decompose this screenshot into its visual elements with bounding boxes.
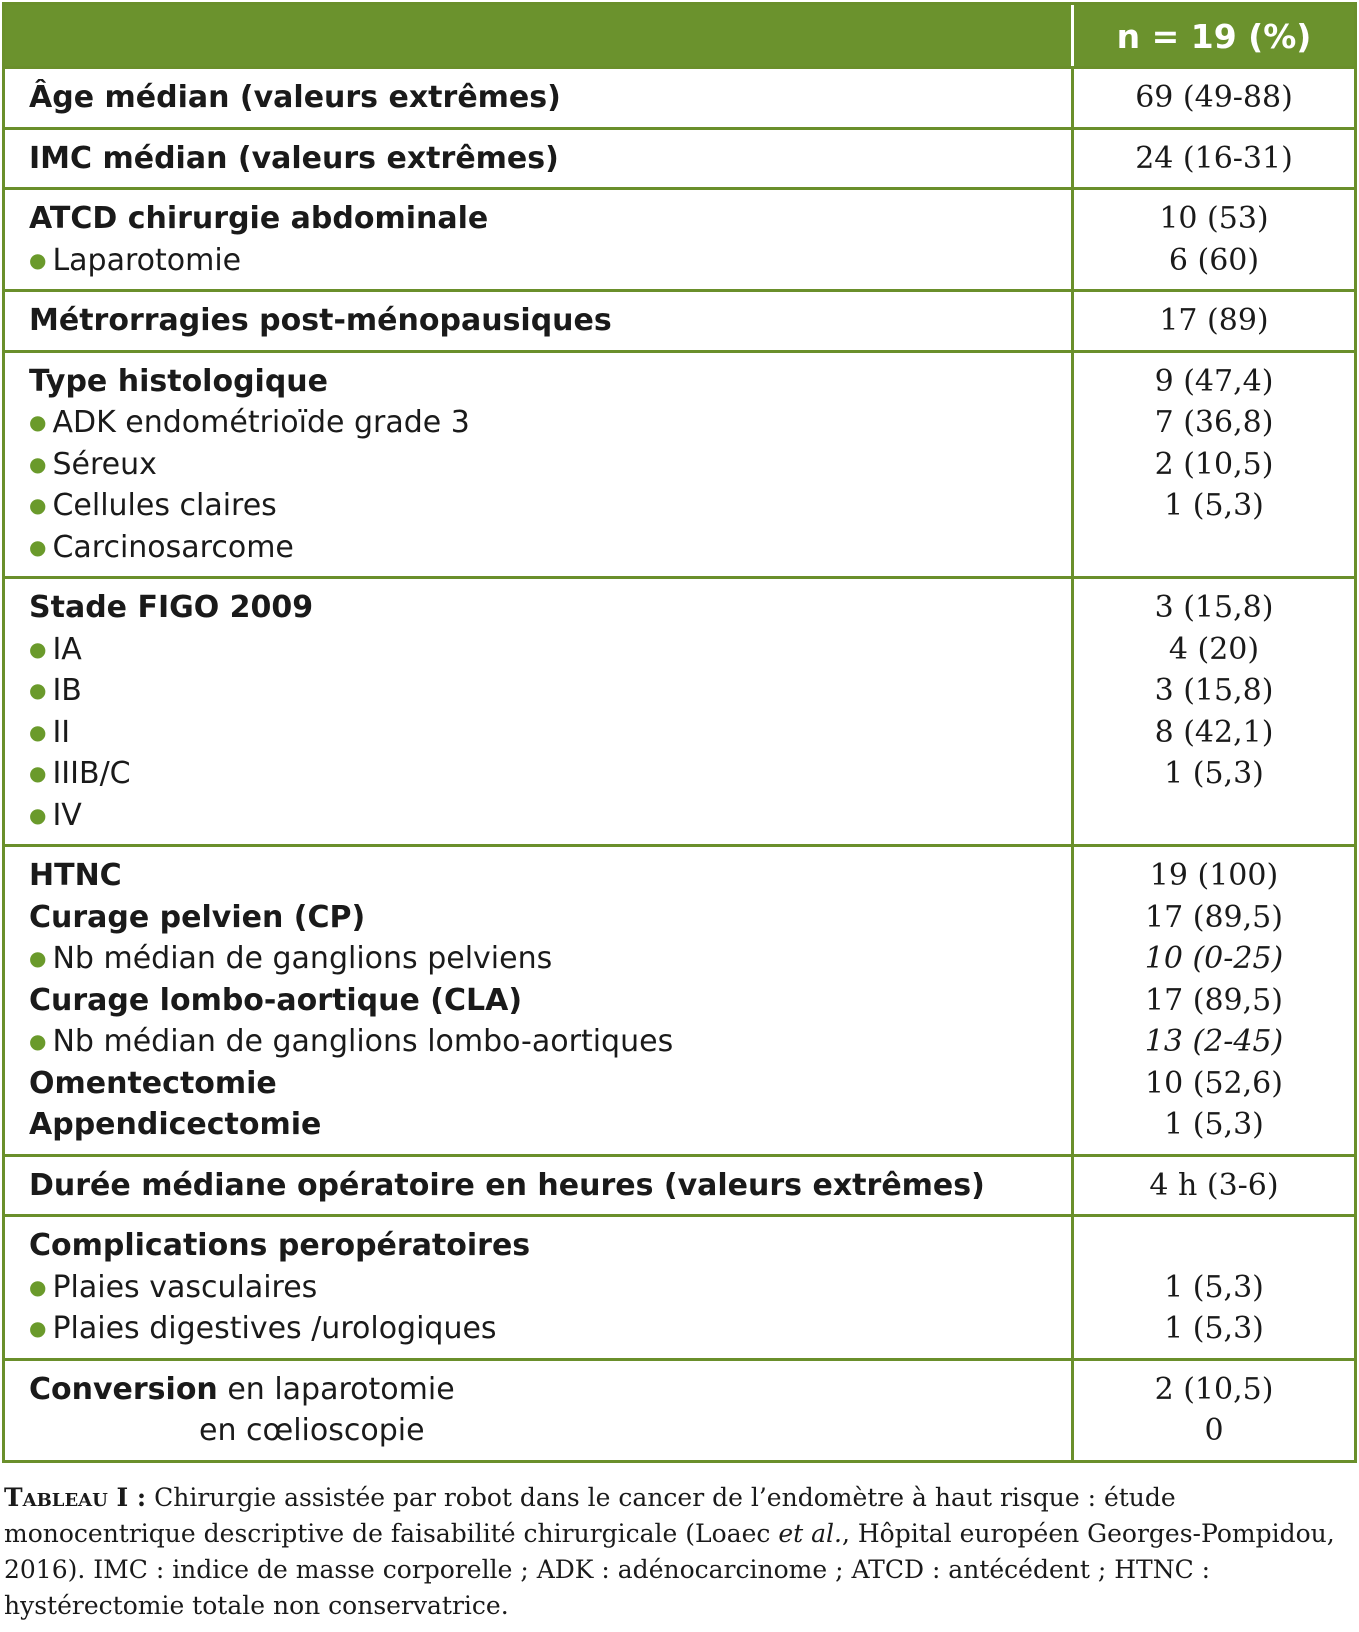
- table-row: [5, 1358, 1354, 1460]
- table-row: [5, 127, 1354, 188]
- row-value: 17 (89,5): [1145, 899, 1283, 935]
- bullet-item: ● Nb médian de ganglions lombo-aortiques: [29, 1021, 1071, 1063]
- table-row: [5, 1154, 1354, 1215]
- table-row: [5, 844, 1354, 1154]
- bullet-item: ● IIIB/C: [29, 753, 1071, 795]
- row-label-cell: [5, 353, 1074, 577]
- row-label-cell: [5, 847, 1074, 1154]
- bullet-item: ● Carcinosarcome: [29, 527, 1071, 569]
- row-value: 1 (5,3): [1164, 1269, 1264, 1305]
- row-value: 24 (16-31): [1135, 140, 1293, 176]
- row-value: 4 (20): [1168, 631, 1260, 667]
- row-label: Curage lombo-aortique (CLA): [29, 982, 523, 1018]
- row-value: 8 (42,1): [1154, 714, 1274, 750]
- row-value: 0: [1204, 1413, 1224, 1448]
- table-row: [5, 289, 1354, 350]
- row-label-cell: [5, 69, 1074, 127]
- row-value: 1 (5,3): [1164, 1311, 1264, 1346]
- row-label-cell: [5, 1361, 1074, 1460]
- row-value-cell: [1074, 292, 1354, 350]
- data-table: [2, 2, 1357, 1463]
- row-value-cell: [1074, 69, 1354, 127]
- bullet-item: ● Plaies digestives /urologiques: [29, 1308, 1071, 1350]
- row-label: Type histologique: [29, 363, 329, 399]
- row-label: HTNC: [29, 858, 122, 893]
- row-label-cell: [5, 292, 1074, 350]
- row-label: en cœlioscopie: [199, 1413, 425, 1448]
- table-caption: [4, 1480, 1356, 1624]
- row-value: 19 (100): [1149, 858, 1279, 893]
- row-value: 10 (0-25): [1144, 941, 1284, 976]
- table-row: [5, 350, 1354, 577]
- row-label: Âge médian (valeurs extrêmes): [29, 80, 561, 115]
- row-value-cell: [1074, 1217, 1354, 1358]
- bullet-item: ● Cellules claires: [29, 485, 1071, 527]
- table-row: [5, 576, 1354, 844]
- row-value: 69 (49-88): [1135, 80, 1293, 115]
- header-cell-n: n = 19 (%): [1116, 17, 1312, 56]
- row-value: 17 (89,5): [1145, 982, 1283, 1018]
- table-row: [5, 69, 1354, 127]
- row-label: Durée médiane opératoire en heures (valeurs extrêmes): [29, 1167, 985, 1203]
- bullet-item: ● Laparotomie: [29, 240, 1071, 282]
- bullet-item: ● IA: [29, 629, 1071, 671]
- row-label-cell: [5, 1157, 1074, 1215]
- caption-label: Tableau I :: [4, 1483, 147, 1512]
- row-value: [1074, 1225, 1354, 1267]
- bullet-item: ● ADK endométrioïde grade 3: [29, 402, 1071, 444]
- row-label: ATCD chirurgie abdominale: [29, 201, 489, 236]
- row-value: 1 (5,3): [1164, 1107, 1264, 1142]
- caption-italic: et al.: [778, 1519, 842, 1548]
- row-label: IMC médian (valeurs extrêmes): [29, 140, 559, 176]
- row-label: Appendicectomie: [29, 1107, 322, 1142]
- caption-text-1: Chirurgie assistée par robot dans le cancer de l’endomètre à haut risque : étude monocentrique descriptive de faisabilité chirurgicale (Loaec: [4, 1483, 1176, 1548]
- table-row: [5, 1214, 1354, 1358]
- row-label: Omentectomie: [29, 1065, 277, 1101]
- table-body: [5, 69, 1354, 1460]
- row-label: Métrorragies post-ménopausiques: [29, 303, 612, 338]
- row-value-cell: [1074, 579, 1354, 844]
- bullet-item: ● II: [29, 712, 1071, 754]
- row-value: 9 (47,4): [1154, 363, 1274, 399]
- row-value: 3 (15,8): [1154, 590, 1274, 625]
- header-cell-empty: [5, 5, 1074, 66]
- bullet-item: ● IB: [29, 670, 1071, 712]
- row-label-cell: [5, 1217, 1074, 1358]
- row-value: 10 (53): [1159, 201, 1269, 236]
- row-value-cell: [1074, 1361, 1354, 1460]
- row-value: 6 (60): [1168, 242, 1260, 278]
- row-label: Stade FIGO 2009: [29, 590, 314, 625]
- row-value: 10 (52,6): [1145, 1065, 1283, 1101]
- row-value-cell: [1074, 190, 1354, 289]
- bullet-item: ● Plaies vasculaires: [29, 1267, 1071, 1309]
- row-label-cell: [5, 190, 1074, 289]
- bullet-item: ● Séreux: [29, 444, 1071, 486]
- caption-text-2: , Hôpital européen Georges-Pompidou, 2016). IMC : indice de masse corporelle ; ADK : adénocarcinome ; ATCD : antécédent ; HTNC : hystérectomie totale non conservatrice.: [4, 1519, 1335, 1620]
- row-label: Complications peropératoires: [29, 1228, 531, 1263]
- row-value-cell: [1074, 1157, 1354, 1215]
- table-header: [5, 5, 1354, 69]
- row-value: 3 (15,8): [1154, 673, 1274, 708]
- bullet-item: ● Nb médian de ganglions pelviens: [29, 938, 1071, 980]
- row-value: 17 (89): [1159, 303, 1269, 338]
- row-value: 2 (10,5): [1154, 1371, 1274, 1407]
- row-label-cell: [5, 130, 1074, 188]
- row-value: 1 (5,3): [1164, 488, 1264, 523]
- row-value-cell: [1074, 353, 1354, 577]
- row-value-cell: [1074, 847, 1354, 1154]
- row-value: 7 (36,8): [1154, 405, 1274, 440]
- row-value: 2 (10,5): [1154, 446, 1274, 482]
- row-value: 1 (5,3): [1164, 756, 1264, 791]
- row-value: 13 (2-45): [1144, 1024, 1284, 1059]
- row-value-cell: [1074, 130, 1354, 188]
- row-label: Conversion en laparotomie: [29, 1371, 455, 1407]
- row-label-cell: [5, 579, 1074, 844]
- table-row: [5, 187, 1354, 289]
- row-value: 4 h (3-6): [1149, 1167, 1279, 1203]
- bullet-item: ● IV: [29, 795, 1071, 837]
- row-label: Curage pelvien (CP): [29, 899, 366, 935]
